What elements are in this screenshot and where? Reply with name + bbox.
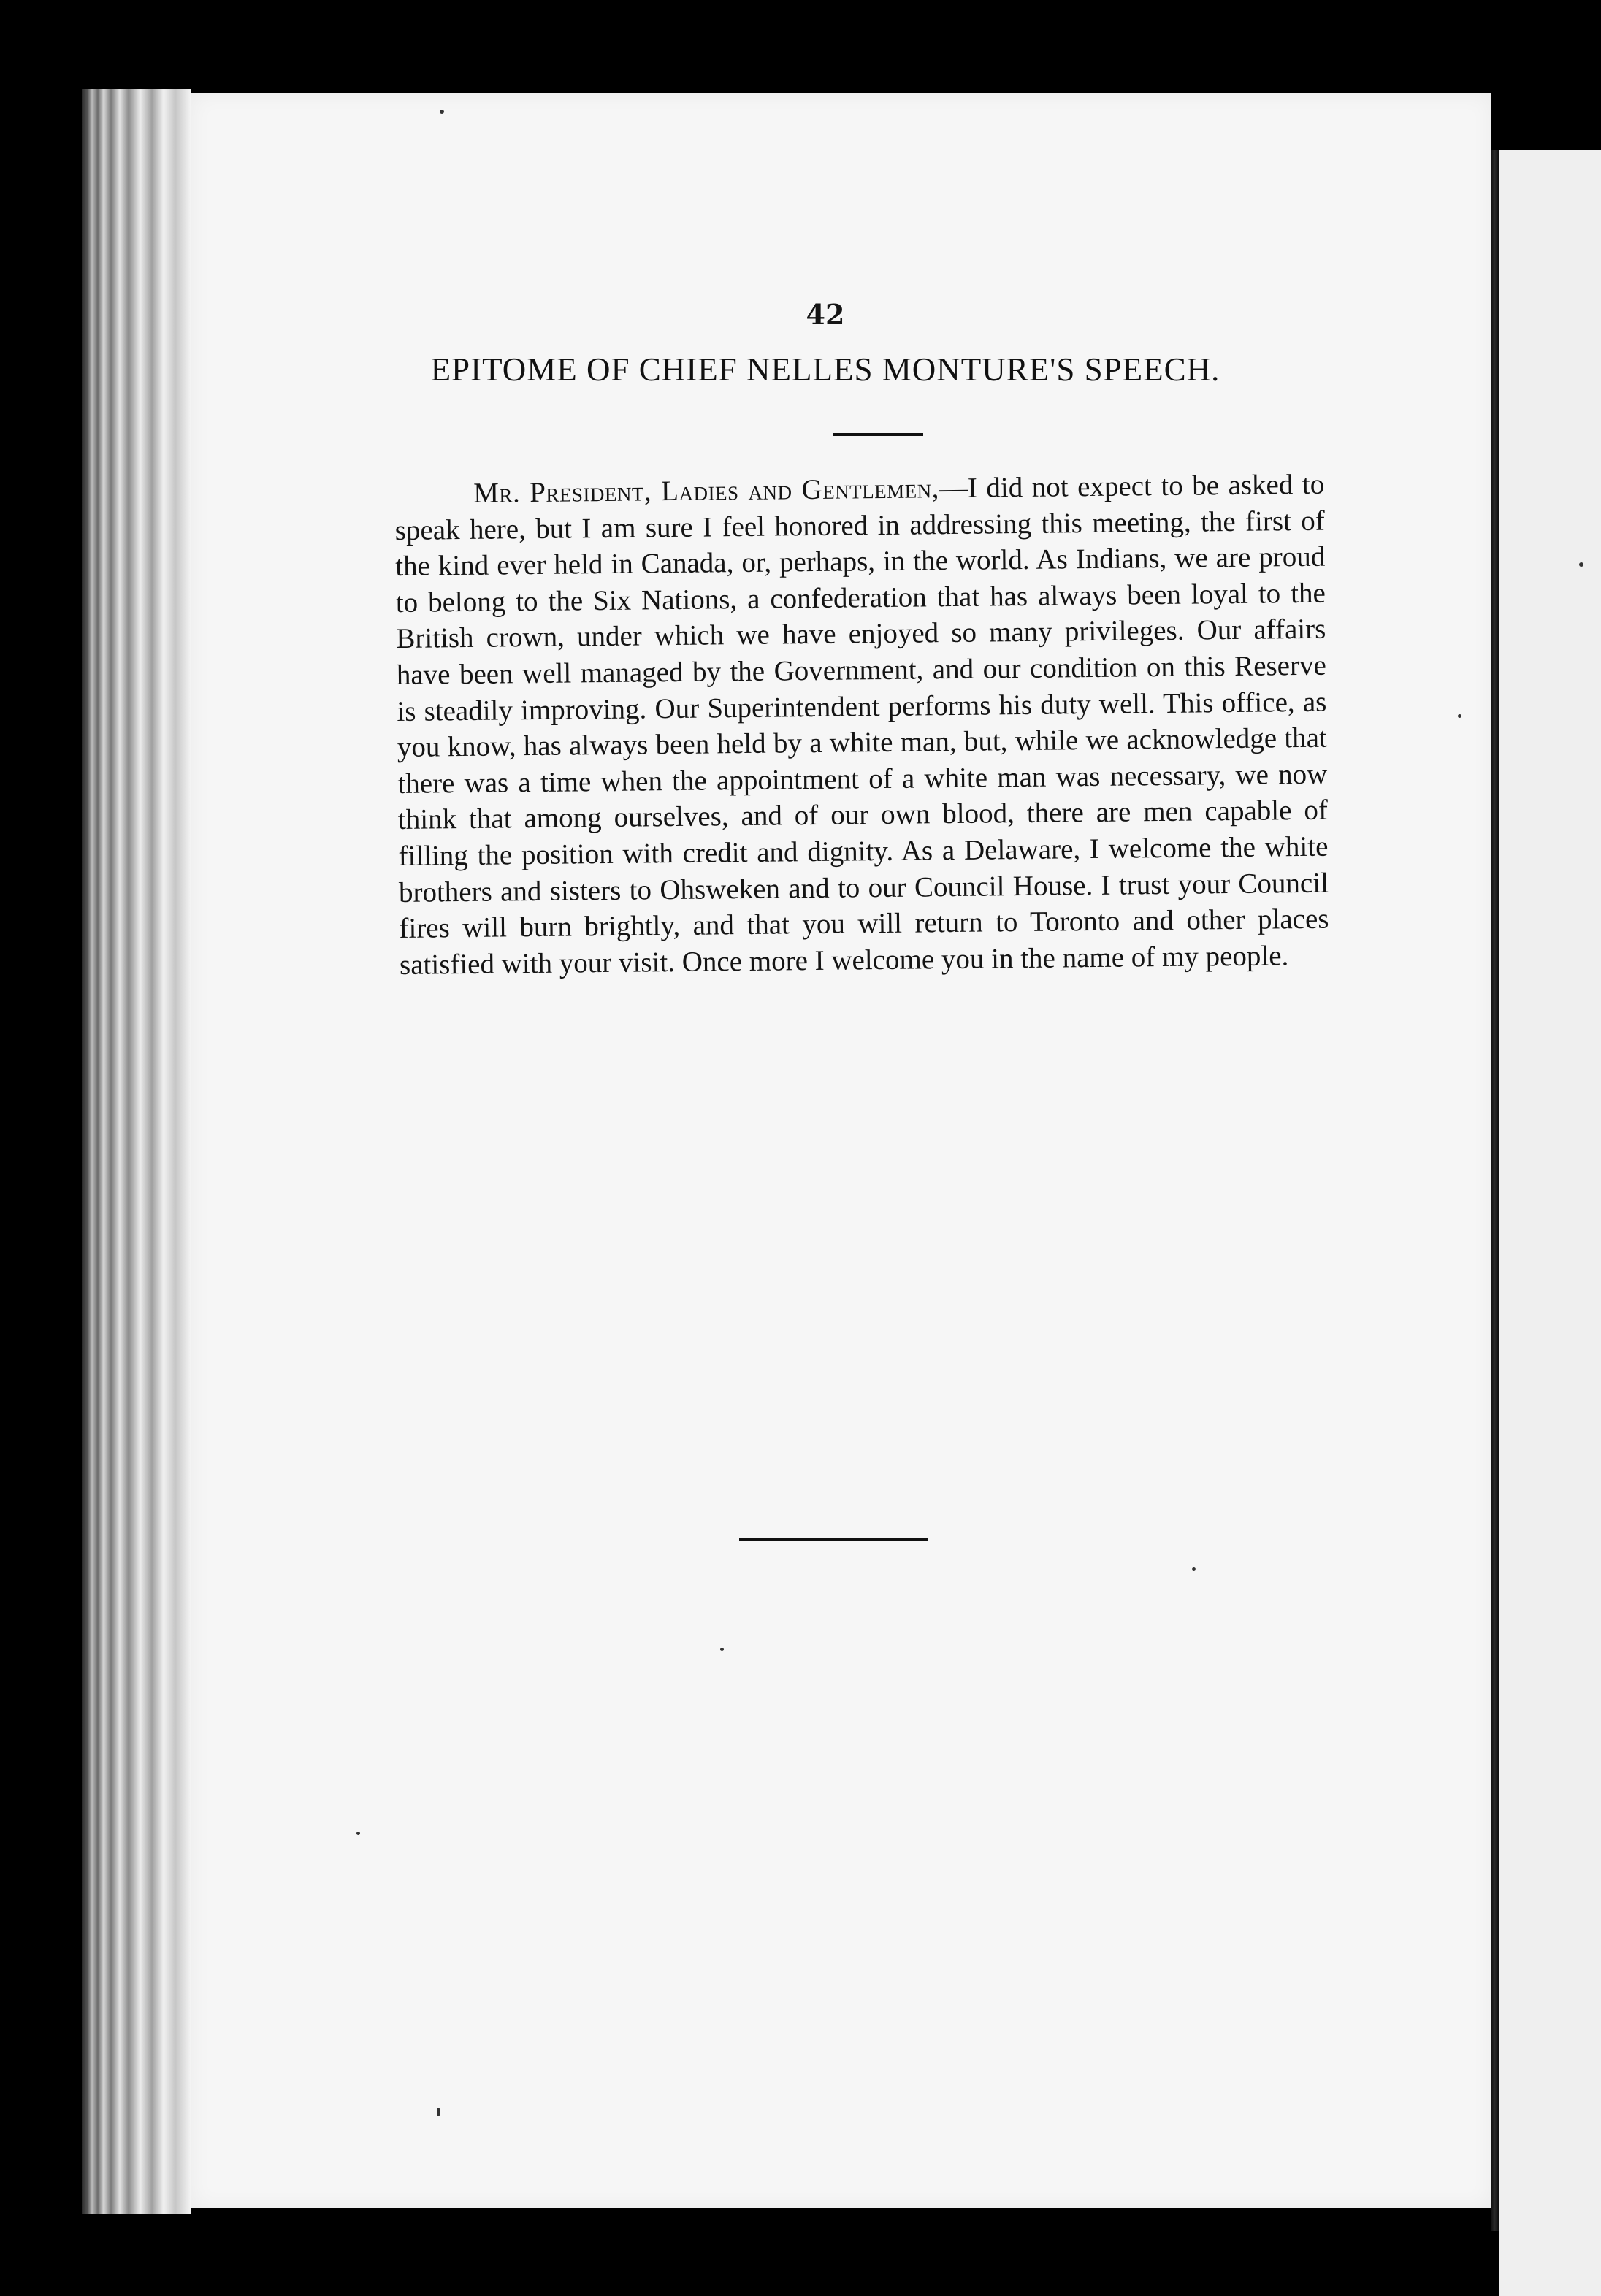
print-speck	[1458, 714, 1461, 718]
speech-body: —I did not expect to be asked to speak here, but I am sure I feel honored in addressing this meeting, the first of the kind ever held in Canada, or, perhaps, in the world. As Indians, we are proud to belong to the Six Nations, a confederation that has always been loyal to the British crown, under which we have enjoyed so many privileges. Our affairs have been well managed by the Government, and our condition on this Reserve is steadily improving. Our Superintendent performs his duty well. This office, as you know, has always been held by a white man, but, while we acknowledge that there was a time when the appointment of a white man was necessary, we now think that among ourselves, and of our own blood, there are men capable of filling the position with credit and dignity. As a Delaware, I welcome the white brothers and sisters to Ohsweken and to our Council House. I trust your Council fires will burn brightly, and that you will return to Toronto and other places satisfied with your visit. Once more I welcome you in the name of my people.	[394, 468, 1329, 981]
print-speck	[1192, 1567, 1196, 1571]
page-title: EPITOME OF CHIEF NELLES MONTURE'S SPEECH.	[430, 351, 1220, 388]
title-divider	[833, 433, 923, 436]
facing-page-edge	[1499, 150, 1601, 2296]
salutation: Mr. President, Ladies and Gentlemen,	[473, 472, 940, 509]
print-speck	[356, 1832, 360, 1835]
print-speck	[440, 110, 444, 114]
page-stack-edge	[82, 89, 191, 2214]
end-divider	[739, 1538, 928, 1541]
speech-paragraph	[394, 467, 1329, 984]
print-speck	[1579, 562, 1583, 567]
print-speck	[720, 1648, 724, 1651]
page-number: 42	[806, 298, 845, 331]
book-gutter	[1491, 150, 1499, 2231]
print-speck	[437, 2108, 440, 2116]
printed-page	[191, 93, 1491, 2208]
